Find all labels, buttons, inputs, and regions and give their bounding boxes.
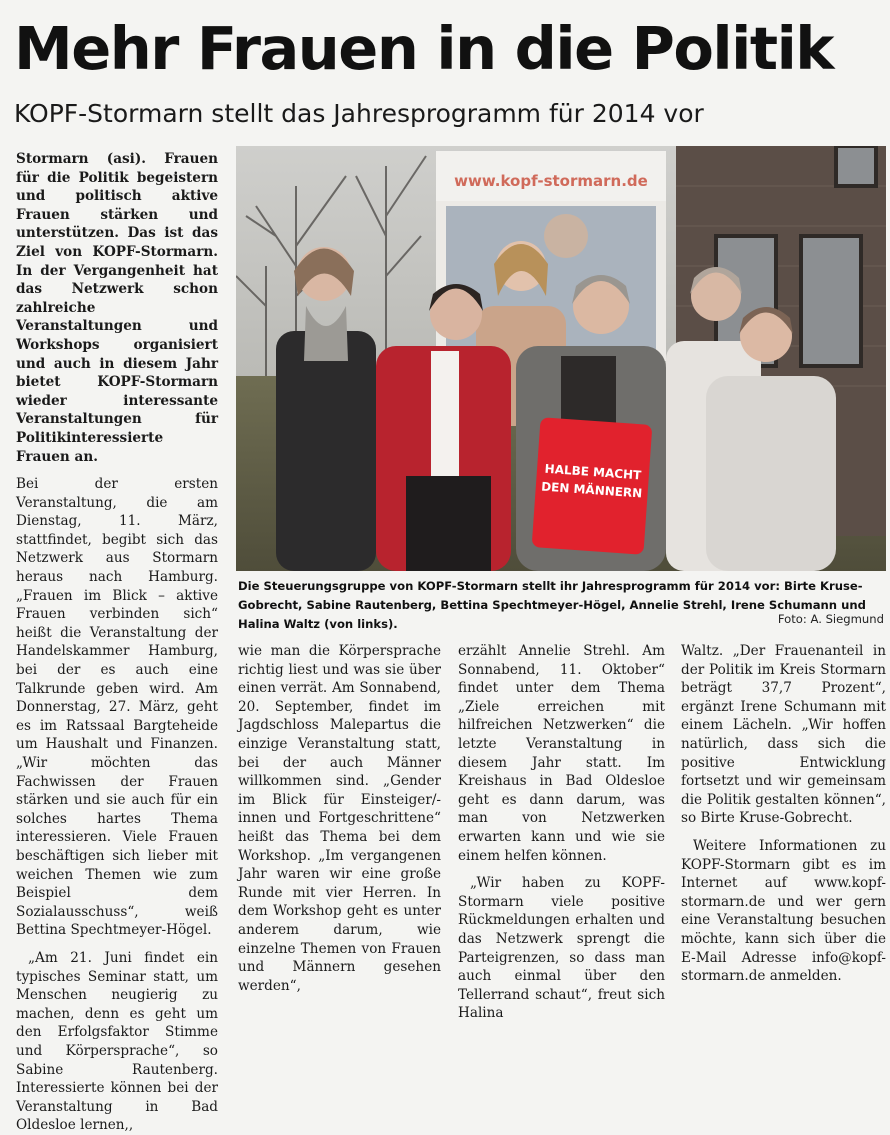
photo-caption: Die Steuerungsgruppe von KOPF-Stormarn stellt ihr Jahresprogramm für 2014 vor: Birte Kruse-Gobrecht, Sabine Rautenberg, Bettina Spechtmeyer-Högel, Annelie Strehl, Irene Schumann und Halina Waltz (von links). [238, 579, 866, 631]
article-column-4 [681, 642, 886, 986]
article-column-2 [238, 642, 441, 995]
article-paragraph: Weitere Informationen zu KOPF-Stormarn gibt es im Internet auf www.kopf-stormarn.de und wer gern eine Veranstaltung besuchen möchte, kann sich über die E-Mail Adresse info@kopf-stormarn.de anmelden. [681, 837, 886, 985]
article-paragraph: Bei der ersten Veranstaltung, die am Dienstag, 11. März, stattfindet, begibt sich das Netzwerk aus Stormarn heraus nach Hamburg. „Frauen im Blick – aktive Frauen verbinden sich“ heißt die Veranstaltung der Handelskammer Hamburg, bei der es auch eine Talkrunde geben wird. Am Donnerstag, 27. März, geht es im Ratssaal Bargteheide um Haushalt und Finanzen. „Wir möchten das Fachwissen der Frauen stärken und sie auch für ein solches hartes Thema interessieren. Viele Frauen beschäftigen sich lieber mit weichen Themen wie zum Beispiel dem Sozialausschuss“, weiß Bettina Spechtmeyer-Högel. [16, 476, 218, 939]
bag-text-line2: DEN MÄNNERN [540, 479, 643, 501]
banner-url-text: www.kopf-stormarn.de [454, 172, 648, 190]
article-lead: Stormarn (asi). Frauen für die Politik begeistern und politisch aktive Frauen stärken und unterstützen. Das ist das Ziel von KOPF-Stormarn. In der Vergangenheit hat das Netzwerk schon zahlreiche Veranstaltungen und Workshops organisiert und auch in diesem Jahr bietet KOPF-Stormarn wieder interessante Veranstaltungen für Politikinteressierte Frauen an. [16, 151, 218, 465]
article-column-1 [16, 150, 218, 1135]
bag-text-line1: HALBE MACHT [544, 461, 642, 483]
article-paragraph: erzählt Annelie Strehl. Am Sonnabend, 11. Oktober“ findet unter dem Thema „Ziele erreichen mit hilfreichen Netzwerken“ die letzte Veranstaltung in diesem Jahr statt. Im Kreishaus in Bad Oldesloe geht es dann darum, was man von Netzwerken erwarten kann und wie sie einem helfen können. [458, 643, 665, 864]
article-paragraph: „Wir haben zu KOPF-Stormarn viele positive Rückmeldungen erhalten und das Netzwerk sprengt die Parteigrenzen, so dass man auch einmal über den Tellerrand schaut“, freut sich Halina [458, 875, 665, 1022]
article-paragraph: wie man die Körpersprache richtig liest und was sie über einen verrät. Am Sonnabend, 20. September, findet im Jagdschloss Malepartus die einzige Veranstaltung statt, bei der auch Männer willkommen sind. „Gender im Blick für Einsteiger/-innen und Fortgeschrittene“ heißt das Thema bei dem Workshop. „Im vergangenen Jahr waren wir eine große Runde mit vier Herren. In dem Workshop geht es unter anderem darum, wie einzelne Themen von Frauen und Männern gesehen werden“, [238, 643, 441, 994]
article-paragraph: „Am 21. Juni findet ein typisches Seminar statt, um Menschen neugierig zu machen, denn es geht um den Erfolgsfaktor Stimme und Körpersprache“, so Sabine Rautenberg. Interessierte können bei der Veranstaltung in Bad Oldesloe lernen,, [16, 949, 218, 1134]
article-column-3 [458, 642, 665, 1023]
group-photo [236, 146, 886, 571]
article-paragraph: Waltz. „Der Frauenanteil in der Politik im Kreis Stormarn beträgt 37,7 Prozent“, ergänzt Irene Schumann mit einem Lächeln. „Wir hoffen natürlich, dass sich die positive Entwicklung fortsetzt und wir gemeinsam die Politik gestalten können“, so Birte Kruse-Gobrecht. [681, 643, 886, 827]
subheadline: KOPF-Stormarn stellt das Jahresprogramm für 2014 vor [14, 99, 704, 128]
photo-credit: Foto: A. Siegmund [777, 612, 884, 626]
headline: Mehr Frauen in die Politik [14, 14, 834, 83]
group-photo-illustration [236, 146, 886, 571]
